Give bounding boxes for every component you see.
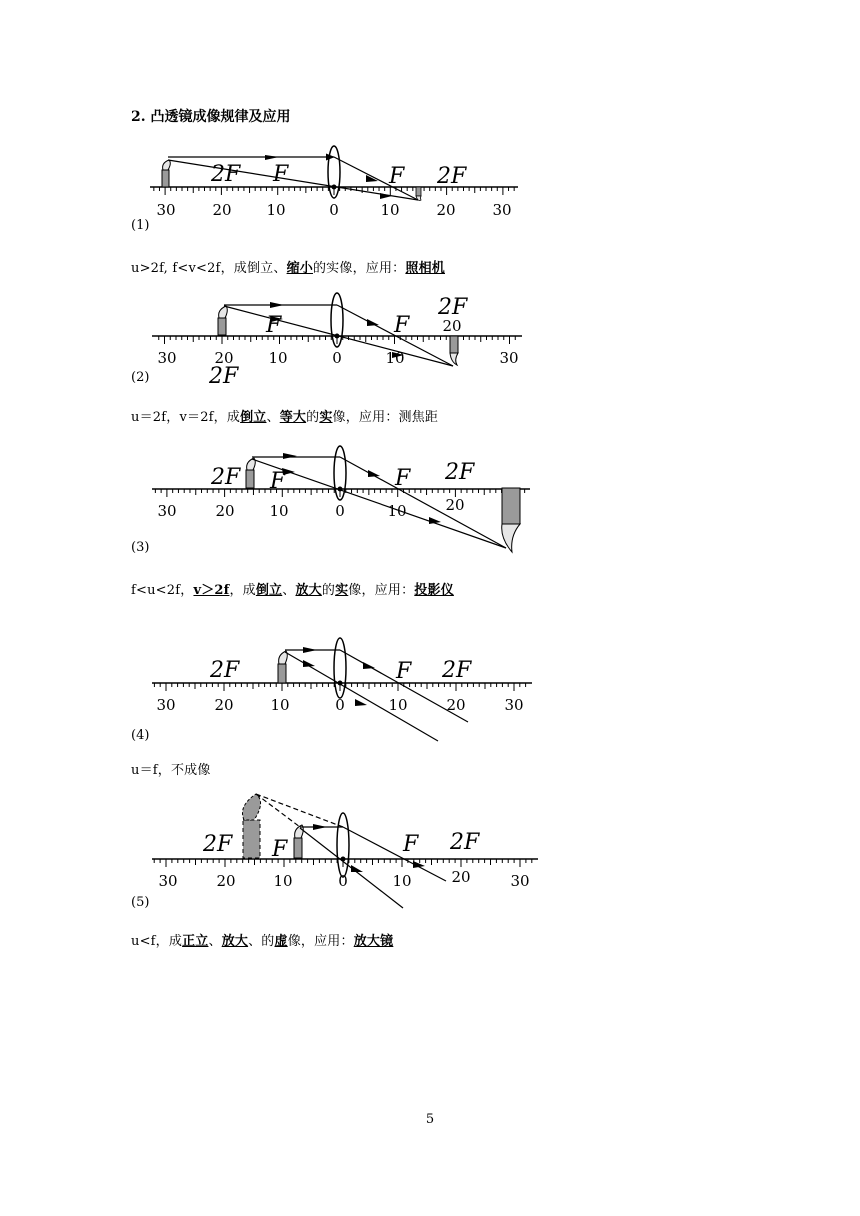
tick-labels	[158, 868, 529, 890]
label-2f-right: 2F	[450, 830, 480, 855]
caption-keyword: 虚	[274, 934, 288, 949]
candle	[246, 470, 254, 488]
label-2f-right: 2F	[438, 295, 468, 320]
figure-label: (4)	[131, 728, 150, 743]
virtual-image	[243, 820, 260, 858]
tick-labels	[156, 696, 523, 714]
tick-label: 10	[273, 872, 293, 890]
candle	[294, 838, 302, 858]
caption-1	[131, 257, 445, 276]
tick-label: 30	[492, 201, 512, 219]
caption-text: u＝f，不成像	[131, 763, 211, 778]
tick-label: 10	[385, 349, 405, 367]
caption-text: f<u<2f，	[131, 583, 194, 598]
caption-keyword: 倒立	[255, 583, 283, 598]
caption-keyword: 等大	[279, 410, 307, 425]
caption-text: 的实像，应用：	[312, 261, 406, 276]
caption-text: 的	[321, 583, 336, 598]
optical-center	[341, 857, 346, 862]
image	[502, 488, 520, 524]
candle	[278, 664, 286, 683]
label-2f-left: 2F	[203, 832, 233, 857]
candle-flame	[163, 160, 171, 170]
ray-arrow	[368, 470, 380, 477]
caption-text: ，成	[229, 583, 256, 598]
tick-label: 30	[504, 696, 524, 714]
caption-keyword: 投影仪	[414, 583, 454, 598]
diagram-3	[152, 446, 530, 552]
tick-label: 20	[214, 349, 234, 367]
ray-arrow	[351, 865, 363, 872]
caption-keyword: v＞2f	[193, 583, 230, 598]
label-2f-right: 2F	[442, 658, 472, 683]
diagram-5	[152, 794, 538, 908]
image-flame	[450, 353, 458, 365]
caption-text: u＝2f，v＝2f，成	[131, 410, 241, 425]
tick-labels	[156, 201, 511, 219]
tick-label: 20	[216, 872, 236, 890]
ray-arrow	[429, 517, 441, 524]
label-f-right: F	[389, 164, 405, 189]
ray-arrow	[303, 647, 317, 653]
ray-arrow	[283, 453, 297, 459]
ray-arrow	[303, 660, 315, 667]
caption-keyword: 正立	[182, 934, 209, 949]
caption-text: 像，应用：	[287, 934, 354, 949]
caption-keyword: 倒立	[240, 410, 267, 425]
candle	[218, 318, 226, 335]
optical-center	[332, 185, 337, 190]
figure-label: (1)	[131, 218, 150, 233]
caption-keyword: 放大	[221, 934, 249, 949]
caption-text: u<f，成	[131, 934, 183, 949]
tick-label: 0	[332, 349, 342, 367]
tick-label: 0	[335, 502, 345, 520]
caption-text: 、的	[248, 934, 275, 949]
caption-2	[131, 406, 438, 425]
tick-label: 0	[335, 696, 345, 714]
virtual-ray	[256, 794, 343, 827]
figure-label: (3)	[131, 540, 150, 555]
label-f-right: F	[396, 659, 412, 684]
caption-keyword: 缩小	[286, 261, 313, 276]
diagram-1	[150, 146, 518, 219]
caption-3	[131, 579, 454, 598]
ray-arrow	[270, 302, 284, 308]
tick-label: 30	[499, 349, 519, 367]
tick-label: 30	[156, 201, 176, 219]
tick-label: 20	[451, 868, 471, 886]
tick-labels	[157, 317, 518, 367]
label-f-left: F	[272, 837, 288, 862]
label-f-right: F	[403, 832, 419, 857]
tick-label: 20	[436, 201, 456, 219]
tick-label: 20	[212, 201, 232, 219]
optical-center	[338, 681, 343, 686]
tick-label: 0	[338, 872, 348, 890]
image	[416, 187, 421, 196]
caption-keyword: 实	[335, 583, 349, 598]
optical-center	[335, 334, 340, 339]
tick-label: 10	[380, 201, 400, 219]
figure-label: (2)	[131, 370, 150, 385]
label-2f-right: 2F	[445, 460, 475, 485]
tick-label: 0	[329, 201, 339, 219]
label-f-right: F	[395, 466, 411, 491]
ray-arrow	[313, 824, 327, 830]
ray-arrow	[367, 319, 379, 326]
tick-label: 30	[157, 349, 177, 367]
tick-label: 10	[269, 502, 289, 520]
ray-arrow	[355, 699, 367, 706]
tick-label: 10	[266, 201, 286, 219]
tick-label: 30	[510, 872, 530, 890]
tick-label: 30	[156, 696, 176, 714]
tick-label: 10	[392, 872, 412, 890]
ray-arrow	[363, 662, 375, 669]
tick-label: 10	[388, 696, 408, 714]
caption-text: u>2f, f<v<2f，成倒立、	[131, 261, 287, 276]
image	[450, 336, 458, 353]
caption-text: 像，应用：测焦距	[332, 410, 439, 425]
section-heading: 2. 凸透镜成像规律及应用	[131, 109, 291, 125]
caption-text: 像，应用：	[348, 583, 415, 598]
tick-label: 20	[445, 496, 465, 514]
tick-label: 10	[387, 502, 407, 520]
light-ray	[340, 457, 506, 548]
tick-label: 20	[446, 696, 466, 714]
ray-arrow	[413, 861, 425, 868]
tick-label: 10	[270, 696, 290, 714]
caption-keyword: 照相机	[405, 261, 445, 276]
diagram-2	[152, 293, 522, 389]
caption-text: 、	[282, 583, 296, 598]
figure-label: (5)	[131, 895, 150, 910]
virtual-ray	[256, 794, 300, 827]
caption-keyword: 实	[319, 410, 333, 425]
tick-label: 20	[215, 502, 235, 520]
label-f-right: F	[394, 313, 410, 338]
caption-text: 、	[266, 410, 280, 425]
caption-4	[131, 759, 211, 778]
convex-lens	[337, 813, 349, 877]
label-2f-right: 2F	[437, 164, 467, 189]
tick-label: 20	[214, 696, 234, 714]
label-f-left: F	[266, 313, 282, 338]
tick-label: 20	[442, 317, 462, 335]
tick-label: 30	[157, 502, 177, 520]
caption-text: 、	[208, 934, 222, 949]
optical-center	[338, 487, 343, 492]
virtual-image-flame	[243, 794, 261, 820]
caption-keyword: 放大	[295, 583, 322, 598]
candle	[162, 170, 169, 187]
label-f-left: F	[270, 469, 286, 494]
label-2f-left: 2F	[209, 364, 239, 389]
label-2f-left: 2F	[210, 658, 240, 683]
label-2f-left: 2F	[211, 465, 241, 490]
tick-label: 10	[268, 349, 288, 367]
page-number: 5	[425, 1112, 435, 1127]
diagram-4	[152, 638, 532, 741]
caption-text: 的	[306, 410, 320, 425]
caption-5	[131, 930, 393, 949]
caption-keyword: 放大镜	[353, 934, 394, 949]
candle-flame	[219, 306, 228, 318]
label-2f-left: 2F	[211, 162, 241, 187]
label-f-left: F	[273, 162, 289, 187]
tick-label: 30	[158, 872, 178, 890]
